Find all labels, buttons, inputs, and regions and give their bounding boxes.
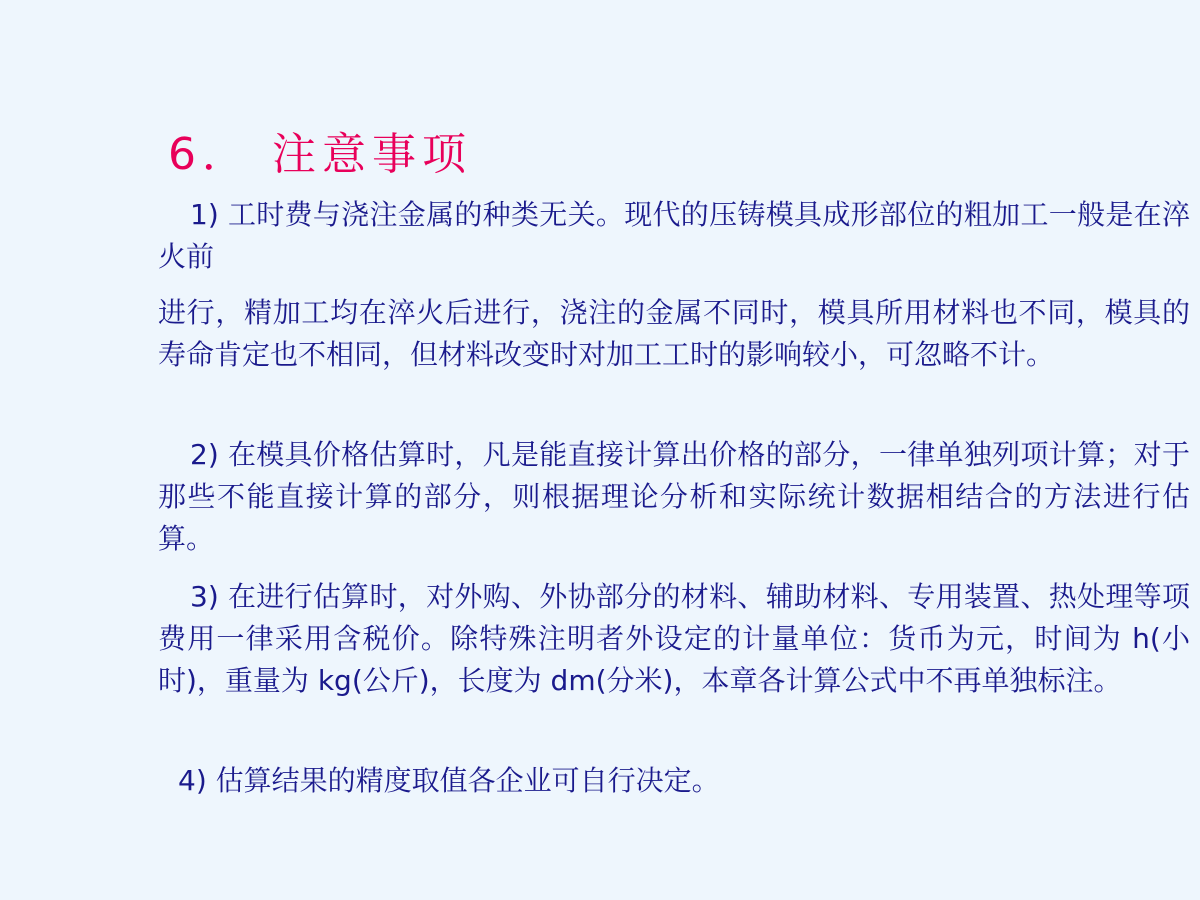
paragraph-5 (158, 760, 1190, 802)
paragraph-4 (158, 576, 1190, 702)
paragraph-2-text: 进行，精加工均在淬火后进行，浇注的金属不同时，模具所用材料也不同，模具的寿命肯定也不相同，但材料改变时对加工工时的影响较小，可忽略不计。 (158, 296, 1190, 371)
paragraph-3 (158, 434, 1190, 560)
paragraph-5-text: 4) 估算结果的精度取值各企业可自行决定。 (178, 764, 720, 797)
paragraph-1 (158, 194, 1190, 278)
paragraph-2 (158, 292, 1190, 376)
slide-title: 6． 注意事项 (168, 129, 472, 180)
paragraph-3-text: 2) 在模具价格估算时，凡是能直接计算出价格的部分，一律单独列项计算；对于那些不能直接计算的部分，则根据理论分析和实际统计数据相结合的方法进行估算。 (158, 438, 1190, 555)
paragraph-4-text: 3) 在进行估算时，对外购、外协部分的材料、辅助材料、专用装置、热处理等项费用一律采用含税价。除特殊注明者外设定的计量单位：货币为元，时间为 h(小时)，重量为 kg(公斤)，长度为 dm(分米)，本章各计算公式中不再单独标注。 (158, 580, 1190, 697)
paragraph-1-text: 1) 工时费与浇注金属的种类无关。现代的压铸模具成形部位的粗加工一般是在淬火前 (158, 198, 1190, 273)
